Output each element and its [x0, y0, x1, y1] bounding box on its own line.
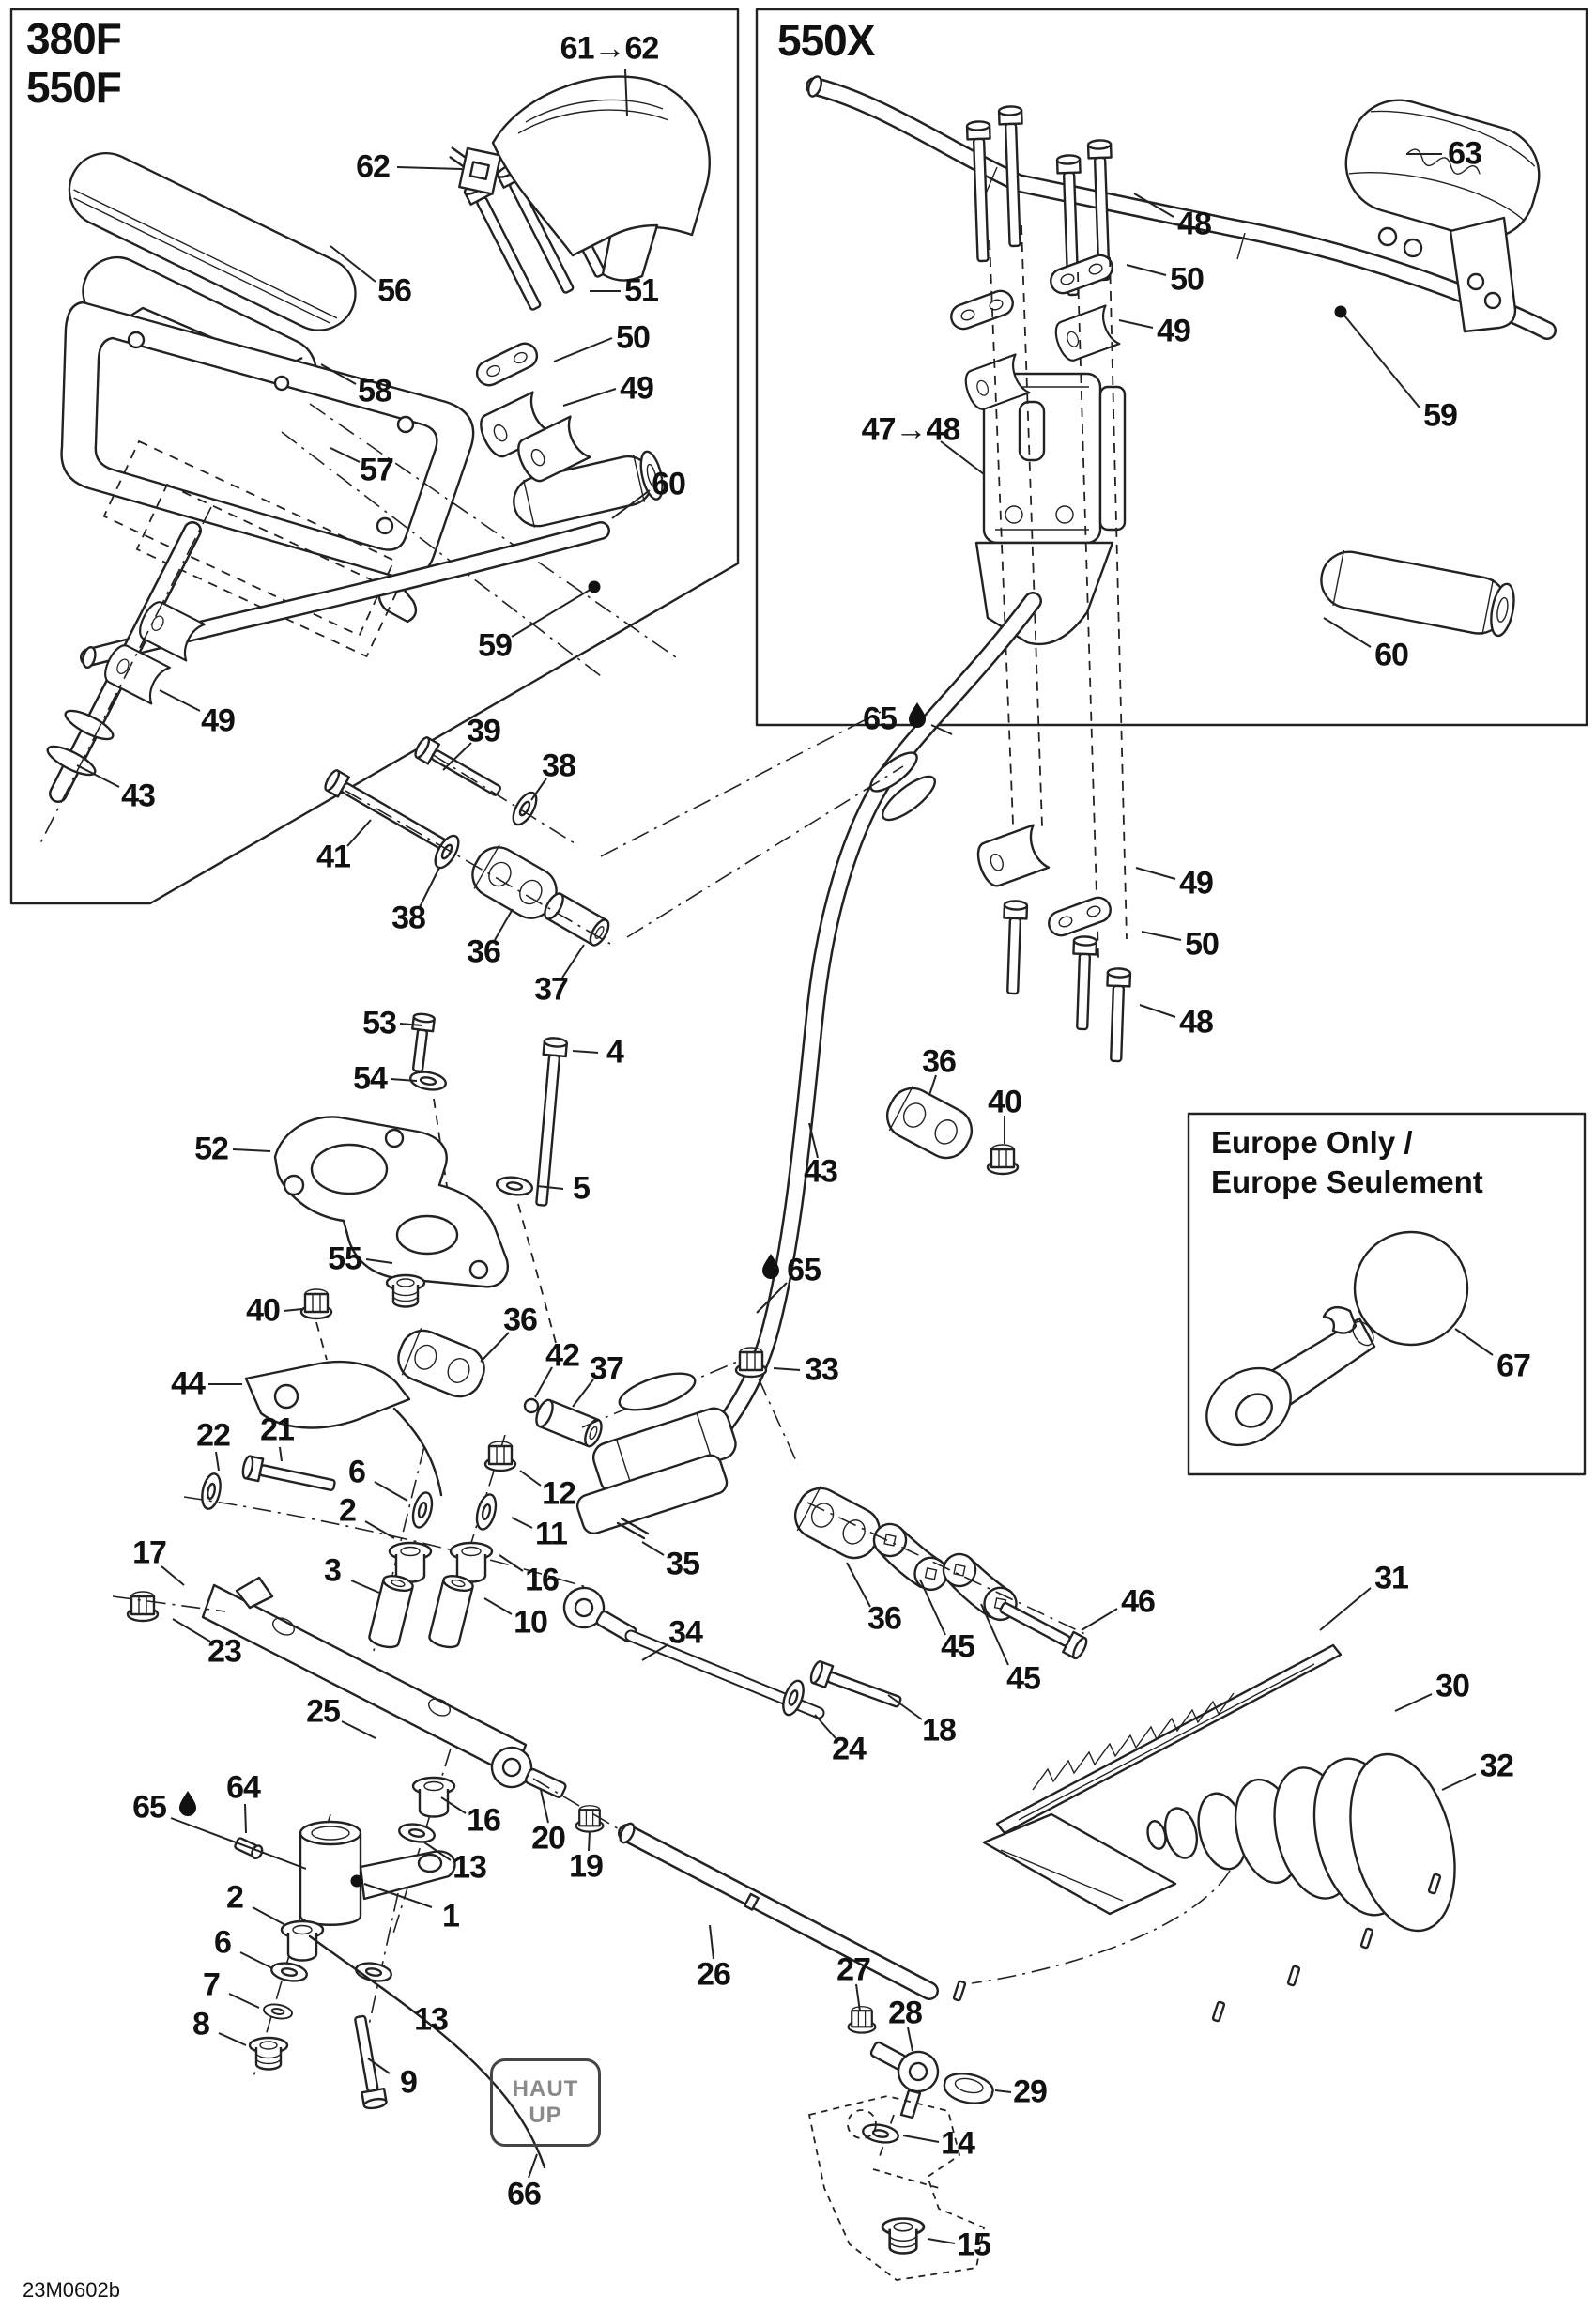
boot-30-group [954, 1645, 1472, 2022]
leader-40-40 [284, 1309, 302, 1311]
callout-40-40: 40 [246, 1292, 280, 1329]
callout-45-60: 45 [941, 1628, 974, 1665]
callout-59-17: 59 [1423, 397, 1457, 434]
callout-56-2: 56 [377, 272, 411, 309]
callout-38-24: 38 [542, 748, 575, 784]
callout-13-71: 13 [453, 1849, 486, 1886]
nut-12 [485, 1441, 515, 1471]
callout-35-57: 35 [666, 1546, 699, 1582]
leader-22-45 [216, 1452, 219, 1471]
callout-48-22: 48 [1179, 1004, 1213, 1040]
callout-50-6: 50 [616, 319, 650, 356]
callout-33-39: 33 [805, 1351, 838, 1388]
leader-32-67 [1442, 1774, 1476, 1790]
leader-49-15 [1119, 320, 1153, 328]
leader-3-49 [351, 1580, 379, 1593]
callout-37-44: 37 [590, 1350, 623, 1387]
callout-44-41: 44 [171, 1365, 205, 1402]
rod-end-34 [557, 1580, 643, 1653]
callout-57-4: 57 [360, 452, 393, 488]
callout-66-87: 66 [507, 2176, 541, 2212]
callout-23-51: 23 [207, 1633, 241, 1670]
cup-29 [942, 2070, 995, 2107]
spacer-10 [428, 1573, 474, 1649]
grip-60-550x [1316, 547, 1518, 640]
callout-6-47: 6 [348, 1454, 365, 1490]
bolt-46 [997, 1596, 1089, 1659]
callout-40-36: 40 [988, 1084, 1021, 1120]
europe-title-line2: Europe Seulement [1211, 1164, 1483, 1199]
leader-2-75 [253, 1907, 285, 1925]
callout-5-33: 5 [573, 1170, 590, 1207]
leader-62-1 [397, 167, 462, 169]
leader-49-7 [563, 389, 616, 406]
callout-52-32: 52 [194, 1131, 228, 1167]
callout-7-77: 7 [203, 1966, 220, 2003]
pin-32 [954, 1981, 966, 2000]
leader-20-79 [541, 1790, 548, 1823]
callout-65-19: 65 [863, 701, 897, 737]
callout-2-48: 2 [339, 1492, 356, 1529]
callout-62-1: 62 [356, 148, 390, 185]
horn-67 [1191, 1232, 1467, 1461]
leader-43-11 [77, 765, 119, 787]
callout-47-48-16: 47→48 [861, 411, 960, 448]
bolt-18 [809, 1660, 904, 1713]
riser-block-47-48 [976, 374, 1125, 644]
callout-49-7: 49 [620, 370, 653, 407]
callout-14-85: 14 [941, 2125, 974, 2162]
leader-30-66 [1395, 1694, 1432, 1711]
callout-24-63: 24 [832, 1731, 866, 1767]
leader-50-6 [554, 338, 612, 362]
callout-65-38: 65 [787, 1252, 821, 1288]
callout-50-14: 50 [1170, 261, 1204, 298]
callout-39-23: 39 [467, 713, 500, 749]
haut-up-line2: UP [529, 2103, 562, 2128]
washer-6 [409, 1490, 435, 1529]
leader-7-77 [229, 1994, 259, 2008]
leader-13-73 [381, 1987, 412, 2011]
plug-8 [250, 2038, 287, 2070]
steering-cover-61-62 [493, 77, 710, 281]
leader-67-88 [1455, 1329, 1493, 1355]
callout-60-18: 60 [1374, 637, 1408, 673]
callout-36-42: 36 [503, 1302, 537, 1338]
plate-50-550x [948, 287, 1017, 332]
callout-46-62: 46 [1121, 1583, 1155, 1620]
attachment-point-dot [589, 581, 601, 593]
leader-60-18 [1324, 618, 1371, 647]
callout-4-31: 4 [606, 1034, 623, 1071]
callout-54-30: 54 [353, 1060, 387, 1097]
europe-title-line1: Europe Only / [1211, 1125, 1413, 1160]
nut-33 [736, 1348, 766, 1377]
leader-50-14 [1127, 265, 1166, 275]
washer-22 [199, 1472, 223, 1511]
bolt-21 [241, 1456, 336, 1497]
callout-67-88: 67 [1496, 1348, 1530, 1384]
callout-49-20: 49 [1179, 865, 1213, 902]
leader-65-68 [171, 1818, 306, 1869]
leader-41-25 [347, 820, 371, 846]
leader-26-81 [710, 1925, 714, 1959]
leader-49-20 [1136, 868, 1175, 879]
washer-6b [270, 1961, 309, 1983]
leader-29-84 [995, 2090, 1011, 2092]
leader-15-86 [928, 2239, 955, 2243]
callout-51-5: 51 [624, 272, 658, 309]
callout-34-58: 34 [668, 1614, 702, 1651]
rod-end-20 [485, 1741, 572, 1810]
nut-27 [849, 2007, 876, 2033]
bolt-4 [530, 1037, 567, 1206]
spacer-3 [368, 1573, 414, 1649]
callout-45-61: 45 [1006, 1660, 1040, 1697]
callout-19-80: 19 [569, 1848, 603, 1885]
callout-9-74: 9 [400, 2064, 417, 2101]
callout-60-8: 60 [652, 466, 685, 502]
leader-4-31 [573, 1051, 598, 1053]
washer-13a [398, 1822, 437, 1844]
leader-64-69 [245, 1804, 246, 1833]
leader-48-22 [1140, 1005, 1175, 1017]
attachment-point-dot [351, 1875, 363, 1888]
haut-up-decal [490, 2058, 601, 2147]
callout-2-75: 2 [226, 1879, 243, 1916]
steering-boot-30 [1145, 1743, 1472, 1941]
link-45a [866, 1521, 955, 1593]
leader-23-51 [173, 1619, 210, 1642]
callout-1-72: 1 [442, 1898, 459, 1934]
callout-64-69: 64 [226, 1769, 260, 1806]
callout-31-65: 31 [1374, 1560, 1408, 1596]
washer-5 [496, 1175, 533, 1196]
callout-26-81: 26 [697, 1956, 730, 1993]
plug-55 [387, 1275, 424, 1307]
steering-column-43-main [699, 601, 1130, 1454]
leader-12-53 [520, 1471, 541, 1486]
model-label-380f: 380F [26, 14, 121, 63]
callout-36-27: 36 [467, 933, 500, 970]
callout-22-45: 22 [196, 1417, 230, 1454]
model-label-550x: 550X [777, 16, 875, 65]
clamp-36-mid [391, 1324, 491, 1404]
callout-20-79: 20 [531, 1820, 565, 1857]
callout-28-83: 28 [888, 1995, 922, 2031]
callout-18-64: 18 [922, 1712, 956, 1749]
leader-59-9 [512, 589, 591, 637]
steering-arm-1-group [234, 1749, 454, 2110]
nut-17 [128, 1592, 158, 1621]
leader-6-47 [375, 1482, 407, 1501]
attachment-point-dot [1335, 306, 1347, 318]
leader-8-78 [219, 2033, 246, 2045]
callout-32-67: 32 [1480, 1748, 1513, 1784]
callout-43-11: 43 [121, 778, 155, 814]
bolt-9 [349, 2014, 388, 2109]
callout-16-70: 16 [467, 1802, 500, 1839]
plate-50-left [473, 339, 542, 389]
rod-end-28 [864, 2030, 944, 2098]
callout-42-43: 42 [545, 1337, 579, 1374]
callout-10-56: 10 [514, 1604, 547, 1641]
leader-18-64 [888, 1695, 922, 1719]
pivot-arm-hardware [113, 1289, 586, 1777]
callout-36-35: 36 [922, 1043, 956, 1080]
callout-48-13: 48 [1177, 206, 1211, 242]
callout-8-78: 8 [192, 2006, 209, 2042]
callout-41-25: 41 [316, 839, 350, 875]
leader-25-52 [342, 1721, 376, 1738]
haut-up-line1: HAUT [512, 2076, 579, 2103]
leader-46-62 [1082, 1609, 1117, 1630]
plug-15 [882, 2219, 924, 2254]
lubricant-droplet-icon [909, 702, 926, 728]
leader-6-76 [240, 1952, 272, 1968]
leader-52-32 [233, 1149, 270, 1151]
callout-49-10: 49 [201, 702, 235, 739]
leader-49-10 [160, 690, 200, 711]
leader-11-54 [512, 1518, 532, 1528]
callout-59-9: 59 [478, 627, 512, 664]
lubricant-droplet-icon [179, 1791, 196, 1816]
leader-66-87 [529, 2154, 537, 2178]
callout-21-46: 21 [260, 1411, 294, 1448]
bolt-53 [407, 1013, 435, 1072]
callout-49-15: 49 [1157, 313, 1190, 349]
callout-29-84: 29 [1013, 2073, 1047, 2110]
callout-13-73: 13 [414, 2001, 448, 2038]
washer-7 [263, 2002, 293, 2020]
nut-40-left [301, 1289, 331, 1318]
callout-15-86: 15 [957, 2227, 990, 2263]
leader-33-39 [774, 1368, 800, 1370]
bushing-16b [413, 1778, 454, 1817]
callout-16-55: 16 [525, 1562, 559, 1598]
callout-43-37: 43 [804, 1153, 837, 1190]
ball-42 [525, 1399, 538, 1412]
nut-40-right [988, 1145, 1018, 1174]
callout-6-76: 6 [214, 1924, 231, 1961]
leader-2-48 [365, 1521, 394, 1538]
callout-30-66: 30 [1435, 1668, 1469, 1704]
callout-55-34: 55 [328, 1241, 361, 1277]
leader-10-56 [484, 1598, 512, 1614]
callout-58-3: 58 [358, 373, 391, 409]
callout-37-28: 37 [534, 971, 568, 1008]
callout-61-62-0: 61→62 [560, 30, 659, 67]
callout-12-53: 12 [542, 1475, 575, 1512]
leader-14-85 [903, 2135, 939, 2142]
callout-11-54: 11 [535, 1516, 567, 1552]
callout-3-49: 3 [324, 1552, 341, 1589]
mid-column-hardware [391, 1081, 1018, 1538]
washer-14 [862, 2122, 900, 2145]
drawing-code: 23M0602b [23, 2278, 120, 2302]
leader-21-46 [280, 1447, 282, 1461]
leader-31-65 [1320, 1588, 1371, 1630]
leader-50-21 [1142, 932, 1181, 940]
leader-59-17 [1344, 316, 1420, 408]
washer-11 [473, 1492, 499, 1531]
callout-25-52: 25 [306, 1693, 340, 1730]
nut-19 [576, 1806, 604, 1832]
clamp-36-low [788, 1481, 888, 1566]
callout-27-82: 27 [836, 1951, 870, 1988]
callout-17-50: 17 [132, 1534, 166, 1571]
callout-50-21: 50 [1185, 926, 1219, 963]
swing-plate-25 [203, 1585, 526, 1777]
callout-65-68: 65 [132, 1789, 166, 1826]
model-label-550f: 550F [26, 63, 121, 112]
callout-38-26: 38 [391, 900, 425, 936]
leader-35-57 [642, 1542, 664, 1555]
callout-53-29: 53 [362, 1005, 396, 1041]
callout-63-12: 63 [1448, 135, 1481, 172]
callout-36-59: 36 [867, 1600, 901, 1637]
